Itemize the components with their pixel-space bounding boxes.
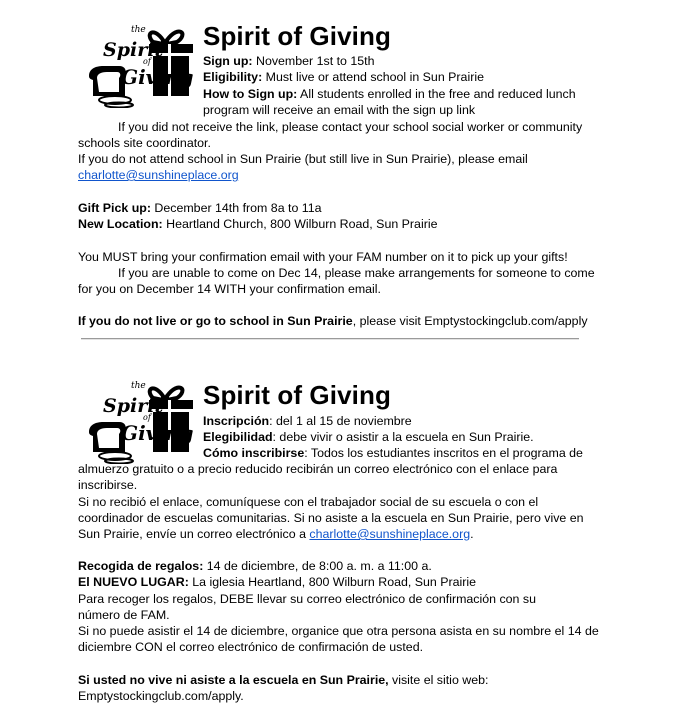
signup-line-es: [203, 413, 412, 429]
howto-line: [203, 86, 576, 102]
howto-value-es: : Todos los estudiantes inscritos en el programa de: [304, 446, 583, 460]
eligibility-value: Must live or attend school in Sun Prairie: [262, 70, 484, 84]
no-link-line-1: If you did not receive the link, please contact your school social worker or community: [118, 120, 583, 134]
howto-label-es: Cómo inscribirse: [203, 446, 305, 460]
unable-line-2-es: diciembre CON el correo electrónico de confirmación de usted.: [78, 640, 424, 654]
howto-label: How to Sign up:: [203, 87, 298, 101]
must-bring-line-2-es: número de FAM.: [78, 608, 170, 622]
no-link-line-1-es: Si no recibió el enlace, comuníquese con el trabajador social de su escuela o con el: [78, 495, 539, 509]
no-link-line-2-es: coordinador de escuelas comunitarias. Si no asiste a la escuela en Sun Prairie, pero vive en: [78, 511, 584, 525]
email-line: [78, 167, 239, 183]
no-link-line-3-es: [78, 526, 474, 542]
signup-value-es: : del 1 al 15 de noviembre: [269, 414, 412, 428]
unable-line-1-es: Si no puede asistir el 14 de diciembre, organice que otra persona asista en su nombre el 14 de: [78, 624, 599, 638]
signup-line: [203, 53, 374, 69]
must-bring-line: You MUST bring your confirmation email with your FAM number on it to pick up your gifts!: [78, 250, 568, 264]
section-divider: [81, 338, 579, 340]
location-value: Heartland Church, 800 Wilburn Road, Sun Prairie: [162, 217, 438, 231]
not-live-url-es: Emptystockingclub.com/apply.: [78, 689, 244, 703]
page-title-es: Spirit of Giving: [203, 380, 391, 410]
location-value-es: La iglesia Heartland, 800 Wilburn Road, Sun Prairie: [188, 575, 477, 589]
not-live-bold: If you do not live or go to school in Sun Prairie: [78, 314, 353, 328]
howto-line-2: program will receive an email with the sign up link: [203, 103, 476, 117]
eligibility-line: [203, 69, 484, 85]
pickup-line: [78, 200, 322, 216]
must-bring-line-1-es: Para recoger los regalos, DEBE llevar su correo electrónico de confirmación con su: [78, 592, 536, 606]
eligibility-value-es: : debe vivir o asistir a la escuela en Sun Prairie.: [272, 430, 534, 444]
email-link[interactable]: charlotte@sunshineplace.org: [78, 168, 239, 182]
signup-value: November 1st to 15th: [252, 54, 375, 68]
pickup-label: Gift Pick up:: [78, 201, 151, 215]
howto-line-3-es: inscribirse.: [78, 478, 138, 492]
not-live-line: [78, 313, 588, 329]
location-line: [78, 216, 437, 232]
pickup-value: December 14th from 8a to 11a: [150, 201, 322, 215]
email-link-es[interactable]: charlotte@sunshineplace.org: [309, 527, 471, 541]
pickup-value-es: 14 de diciembre, de 8:00 a. m. a 11:00 a.: [203, 559, 432, 573]
pickup-line-es: [78, 558, 432, 574]
signup-label-es: Inscripción: [203, 414, 270, 428]
not-live-rest: , please visit Emptystockingclub.com/apply: [352, 314, 588, 328]
howto-value: All students enrolled in the free and reduced lunch: [297, 87, 576, 101]
not-live-rest-es: visite el sitio web:: [388, 673, 489, 687]
howto-line-2-es: almuerzo gratuito o a precio reducido recibirán un correo electrónico con el enlace para: [78, 462, 558, 476]
eligibility-label-es: Elegibilidad: [203, 430, 273, 444]
location-label: New Location:: [78, 217, 163, 231]
signup-label: Sign up:: [203, 54, 253, 68]
location-line-es: [78, 574, 476, 590]
no-link-line-2: schools site coordinator.: [78, 136, 211, 150]
unable-line-2: for you on December 14 WITH your confirmation email.: [78, 282, 381, 296]
eligibility-line-es: [203, 429, 534, 445]
email-after-es: .: [470, 527, 474, 541]
howto-line-es: [203, 445, 583, 461]
location-label-es: El NUEVO LUGAR:: [78, 575, 189, 589]
page-title: Spirit of Giving: [203, 21, 391, 51]
spirit-of-giving-logo-icon: [87, 20, 199, 108]
eligibility-label: Eligibility:: [203, 70, 263, 84]
not-live-bold-es: Si usted no vive ni asiste a la escuela en Sun Prairie,: [78, 673, 389, 687]
not-attend-line: If you do not attend school in Sun Prairie (but still live in Sun Prairie), please email: [78, 152, 528, 166]
email-intro-es: Sun Prairie, envíe un correo electrónico a: [78, 527, 310, 541]
pickup-label-es: Recogida de regalos:: [78, 559, 204, 573]
not-live-line-es: [78, 672, 488, 688]
spirit-of-giving-logo-icon: [87, 376, 199, 464]
unable-line-1: If you are unable to come on Dec 14, please make arrangements for someone to come: [118, 266, 595, 280]
